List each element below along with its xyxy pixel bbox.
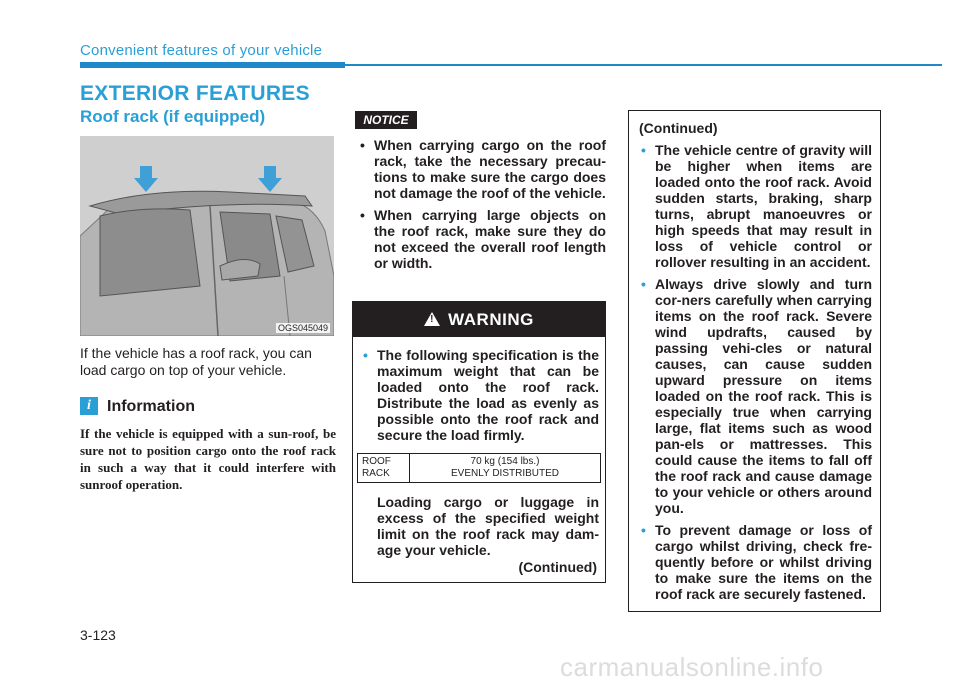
warning-header (353, 302, 605, 337)
continued-item: • Always drive slowly and turn cor-ners carefully when carrying items on the roof rack. Severe wind updrafts, caused by passing vehi-cles or natural causes, can cause sudden upward pressure on items loaded on the roof rack. This is especially true when carrying large, flat items such as wood pan-els or mattresses. This could cause the items to fall off the roof rack and cause damage to your vehicle or others around you. (639, 276, 872, 516)
continued-item: • The vehicle centre of gravity will be higher when items are loaded onto the roof rack. Avoid sudden starts, braking, sharp turns, abrupt manoeuvres or high speeds that may result in loss of vehicle control or rollover resulting in an accident. (639, 142, 872, 270)
roof-rack-illustration (80, 136, 334, 336)
section-subtitle: Roof rack (if equipped) (80, 107, 266, 126)
section-header: Convenient features of your vehicle (80, 42, 323, 59)
spec-value-line1: 70 kg (154 lbs.) (470, 456, 540, 467)
warning-triangle-icon (424, 312, 440, 326)
notice-list (358, 137, 606, 277)
continued-list (639, 142, 872, 608)
notice-badge: NOTICE (355, 111, 417, 129)
figure-code: OGS045049 (277, 323, 328, 333)
spec-table (357, 453, 601, 483)
warning-item: • The following specification is the maximum weight that can be loaded onto the roof rack. Distribute the load as evenly as possible onto the roof rack and secure the load firmly. (361, 347, 599, 443)
warning-list (361, 347, 599, 449)
continued-label: (Continued) (639, 120, 718, 136)
warning-title: WARNING (448, 310, 534, 329)
information-text: If the vehicle is equipped with a sun-roof, be sure not to position cargo onto the roof rack in such a way that it could interfere with sunroof operation. (80, 426, 336, 492)
spec-label-line2: RACK (362, 468, 390, 479)
watermark: carmanualsonline.info (560, 652, 824, 682)
page-title: EXTERIOR FEATURES (80, 82, 310, 105)
notice-item: • When carrying large objects on the roof rack, make sure they do not exceed the overall roof length or width. (358, 207, 606, 271)
body-paragraph: If the vehicle has a roof rack, you can load cargo on top of your vehicle. (80, 345, 312, 378)
spec-label-line1: ROOF (362, 456, 391, 467)
car-roof-drawing (80, 136, 334, 336)
information-title: Information (107, 398, 195, 415)
spec-value (410, 454, 600, 484)
warning-continued: (Continued) (518, 559, 597, 575)
warning-followup-text: Loading cargo or luggage in excess of the specified weight limit on the roof rack may dam-age your vehicle. (377, 494, 599, 558)
information-icon: i (80, 397, 98, 415)
notice-item: • When carrying cargo on the roof rack, take the necessary precau-tions to make sure the cargo does not damage the roof of the vehicle. (358, 137, 606, 201)
spec-value-line2: EVENLY DISTRIBUTED (451, 468, 559, 479)
header-rule-accent (80, 62, 345, 68)
warning-box (352, 301, 606, 583)
spec-label (358, 454, 410, 482)
continued-box (628, 110, 881, 612)
page-number: 3-123 (80, 627, 116, 643)
continued-item: • To prevent damage or loss of cargo whilst driving, check fre-quently before or whilst driving to make sure the items on the roof rack are securely fastened. (639, 522, 872, 602)
